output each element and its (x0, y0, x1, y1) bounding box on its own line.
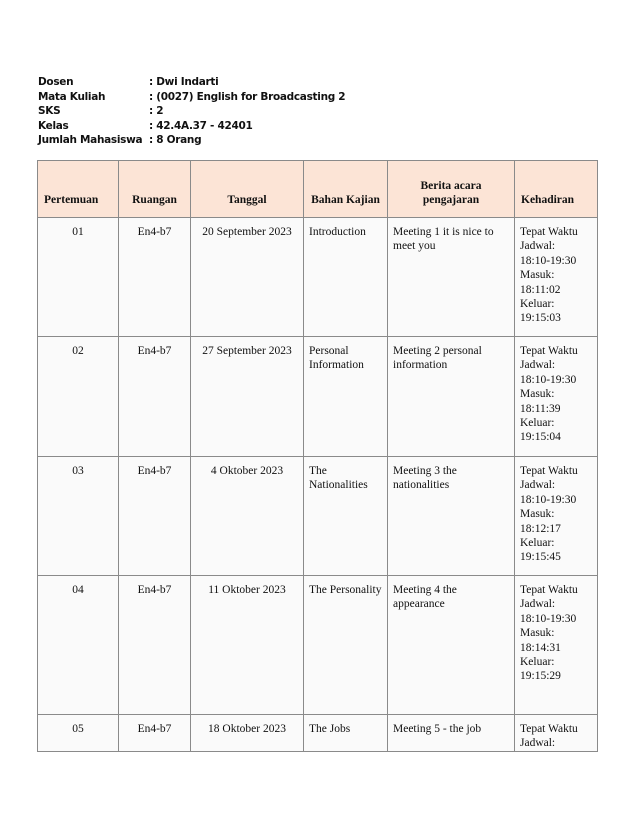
cell-ruangan: En4-b7 (119, 576, 191, 715)
cell-tanggal: 4 Oktober 2023 (191, 457, 304, 576)
attendance-line: 18:10-19:30 (520, 254, 577, 267)
attendance-line: Keluar: (520, 537, 555, 550)
info-row-jumlah-mahasiswa (38, 133, 345, 148)
cell-pertemuan: 02 (38, 337, 119, 457)
course-info (38, 75, 345, 148)
attendance-line: Tepat Waktu (520, 465, 578, 477)
attendance-line: 18:11:02 (520, 283, 561, 296)
attendance-line: Jadwal: (520, 479, 556, 492)
attendance-line: Keluar: (520, 298, 555, 311)
cell-bahan-kajian: The Nationalities (304, 457, 388, 576)
table-header-row (38, 161, 598, 218)
attendance-line: Jadwal: (520, 240, 556, 253)
cell-kehadiran (515, 715, 598, 752)
cell-bahan-kajian: The Jobs (304, 715, 388, 752)
header-pertemuan: Pertemuan (38, 161, 119, 218)
attendance-line: Keluar: (520, 417, 555, 430)
cell-kehadiran (515, 218, 598, 337)
attendance-line: Keluar: (520, 656, 555, 669)
cell-pertemuan: 05 (38, 715, 119, 752)
info-label: Jumlah Mahasiswa (38, 134, 143, 146)
info-value: : Dwi Indarti (149, 76, 219, 88)
attendance-table (37, 160, 598, 752)
attendance-line: 18:14:31 (520, 641, 561, 654)
cell-berita-acara: Meeting 1 it is nice to meet you (388, 218, 515, 337)
attendance-line: Jadwal: (520, 737, 556, 750)
info-value: : 2 (149, 105, 164, 117)
attendance-line: 18:11:39 (520, 402, 561, 415)
table-row (38, 715, 598, 752)
attendance-line: 19:15:03 (520, 312, 561, 325)
attendance-line: Masuk: (520, 508, 555, 521)
attendance-line: Tepat Waktu (520, 345, 578, 357)
cell-tanggal: 18 Oktober 2023 (191, 715, 304, 752)
cell-ruangan: En4-b7 (119, 715, 191, 752)
attendance-line: Masuk: (520, 269, 555, 282)
header-bahan-kajian: Bahan Kajian (304, 161, 388, 218)
info-row-dosen (38, 75, 345, 90)
cell-kehadiran (515, 337, 598, 457)
cell-ruangan: En4-b7 (119, 457, 191, 576)
cell-berita-acara: Meeting 2 personal information (388, 337, 515, 457)
info-row-kelas (38, 119, 345, 134)
table-row (38, 218, 598, 337)
attendance-line: Jadwal: (520, 598, 556, 611)
table-row (38, 576, 598, 715)
cell-tanggal: 11 Oktober 2023 (191, 576, 304, 715)
cell-berita-acara: Meeting 5 - the job (388, 715, 515, 752)
cell-tanggal: 27 September 2023 (191, 337, 304, 457)
attendance-line: 18:10-19:30 (520, 373, 577, 386)
attendance-line: Masuk: (520, 627, 555, 640)
cell-pertemuan: 04 (38, 576, 119, 715)
info-label: SKS (38, 105, 61, 117)
attendance-line: 18:10-19:30 (520, 493, 577, 506)
cell-berita-acara: Meeting 4 the appearance (388, 576, 515, 715)
attendance-line: Tepat Waktu (520, 723, 578, 735)
info-label: Kelas (38, 119, 69, 132)
attendance-line: Jadwal: (520, 359, 556, 372)
attendance-line: 18:12:17 (520, 522, 561, 535)
attendance-line: Tepat Waktu (520, 226, 578, 238)
info-value: : 42.4A.37 - 42401 (149, 119, 253, 132)
info-row-mata-kuliah (38, 90, 345, 105)
info-row-sks (38, 104, 345, 119)
table-row (38, 337, 598, 457)
info-label: Mata Kuliah (38, 90, 106, 103)
cell-bahan-kajian: Introduction (304, 218, 388, 337)
info-value: : 8 Orang (149, 134, 202, 146)
attendance-line: 18:10-19:30 (520, 612, 577, 625)
header-berita-acara: Berita acara pengajaran (388, 161, 515, 218)
attendance-line: 19:15:45 (520, 551, 561, 564)
cell-bahan-kajian: The Personality (304, 576, 388, 715)
attendance-line: 19:15:29 (520, 670, 561, 683)
cell-berita-acara: Meeting 3 the nationalities (388, 457, 515, 576)
attendance-line: Tepat Waktu (520, 584, 578, 596)
header-ruangan: Ruangan (119, 161, 191, 218)
header-tanggal: Tanggal (191, 161, 304, 218)
cell-pertemuan: 01 (38, 218, 119, 337)
header-kehadiran: Kehadiran (515, 161, 598, 218)
info-value: : (0027) English for Broadcasting 2 (149, 90, 346, 103)
cell-kehadiran (515, 576, 598, 715)
cell-kehadiran (515, 457, 598, 576)
attendance-line: 19:15:04 (520, 431, 561, 444)
cell-ruangan: En4-b7 (119, 218, 191, 337)
info-label: Dosen (38, 76, 74, 88)
cell-tanggal: 20 September 2023 (191, 218, 304, 337)
cell-bahan-kajian: Personal Information (304, 337, 388, 457)
table-row (38, 457, 598, 576)
cell-pertemuan: 03 (38, 457, 119, 576)
attendance-line: Masuk: (520, 388, 555, 401)
cell-ruangan: En4-b7 (119, 337, 191, 457)
